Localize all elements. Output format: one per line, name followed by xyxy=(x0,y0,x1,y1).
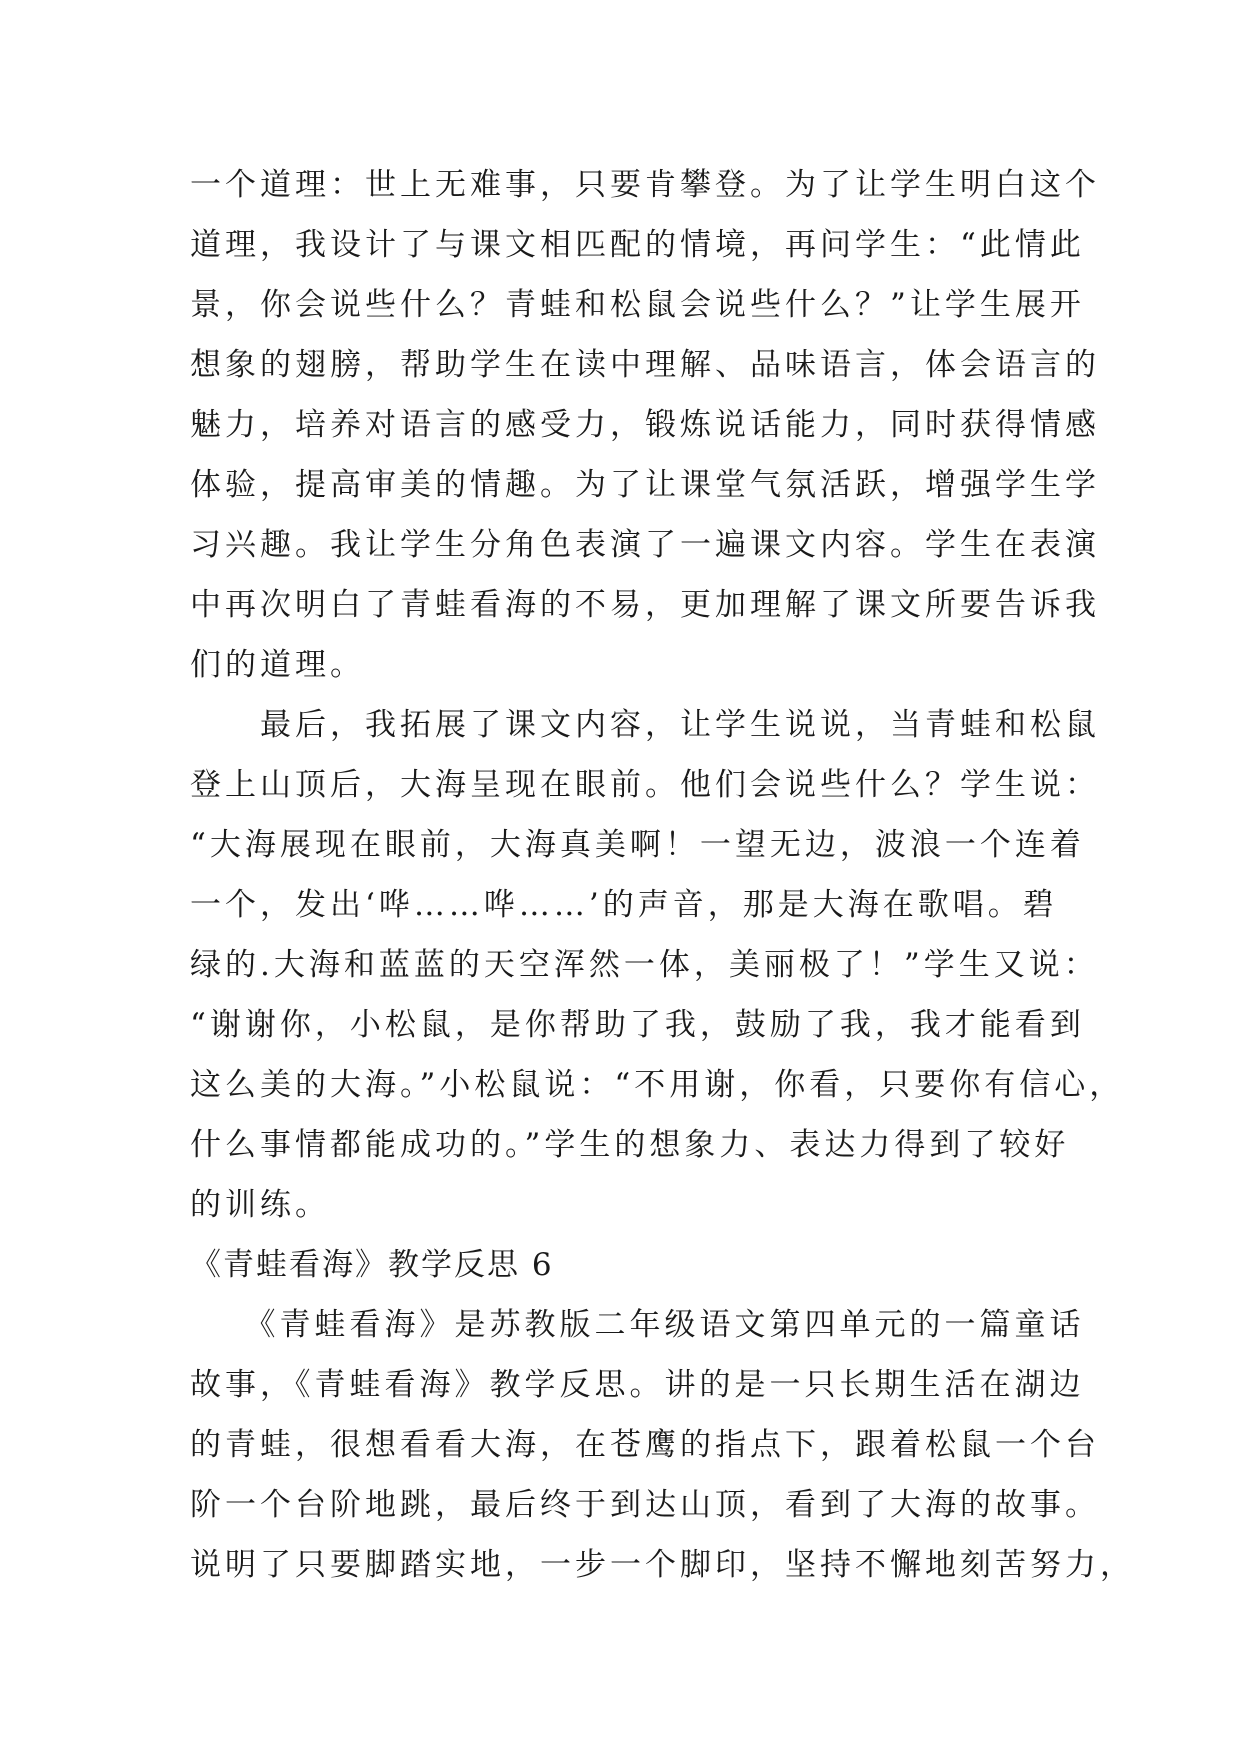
text-line: 最后，我拓展了课文内容，让学生说说，当青蛙和松鼠 xyxy=(190,707,1100,743)
text-line: 说明了只要脚踏实地，一步一个脚印，坚持不懈地刻苦努力， xyxy=(190,1547,1135,1583)
text-line: 这么美的大海。”小松鼠说：“不用谢，你看，只要你有信心， xyxy=(190,1067,1125,1103)
text-line: 想象的翅膀，帮助学生在读中理解、品味语言，体会语言的 xyxy=(190,347,1100,383)
text-line: 道理，我设计了与课文相匹配的情境，再问学生：“此情此 xyxy=(190,227,1085,263)
text-line: 绿的.大海和蓝蓝的天空浑然一体，美丽极了！”学生又说： xyxy=(190,947,1099,983)
text-line: 登上山顶后，大海呈现在眼前。他们会说些什么？学生说： xyxy=(190,767,1100,803)
text-line: 的训练。 xyxy=(190,1187,330,1223)
text-line: 一个道理：世上无难事，只要肯攀登。为了让学生明白这个 xyxy=(190,167,1100,203)
text-line: 《青蛙看海》是苏教版二年级语文第四单元的一篇童话 xyxy=(190,1307,1085,1343)
text-line: “大海展现在眼前，大海真美啊！一望无边，波浪一个连着 xyxy=(190,827,1085,863)
document-body xyxy=(190,155,1135,1595)
text-line: 的青蛙，很想看看大海，在苍鹰的指点下，跟着松鼠一个台 xyxy=(190,1427,1100,1463)
text-line: 一个，发出‘哗……哗……’的声音，那是大海在歌唱。碧 xyxy=(190,887,1058,923)
text-line: “谢谢你，小松鼠，是你帮助了我，鼓励了我，我才能看到 xyxy=(190,1007,1085,1043)
text-line: 景，你会说些什么？青蛙和松鼠会说些什么？”让学生展开 xyxy=(190,287,1085,323)
section-heading: 《青蛙看海》教学反思 6 xyxy=(190,1247,554,1283)
text-line: 中再次明白了青蛙看海的不易，更加理解了课文所要告诉我 xyxy=(190,587,1100,623)
text-line: 们的道理。 xyxy=(190,647,365,683)
text-line: 故事，《青蛙看海》教学反思。讲的是一只长期生活在湖边 xyxy=(190,1367,1085,1403)
text-line: 体验，提高审美的情趣。为了让课堂气氛活跃，增强学生学 xyxy=(190,467,1100,503)
text-line: 什么事情都能成功的。”学生的想象力、表达力得到了较好 xyxy=(190,1127,1070,1163)
text-line: 阶一个台阶地跳，最后终于到达山顶，看到了大海的故事。 xyxy=(190,1487,1100,1523)
text-line: 魅力，培养对语言的感受力，锻炼说话能力，同时获得情感 xyxy=(190,407,1100,443)
text-line: 习兴趣。我让学生分角色表演了一遍课文内容。学生在表演 xyxy=(190,527,1100,563)
